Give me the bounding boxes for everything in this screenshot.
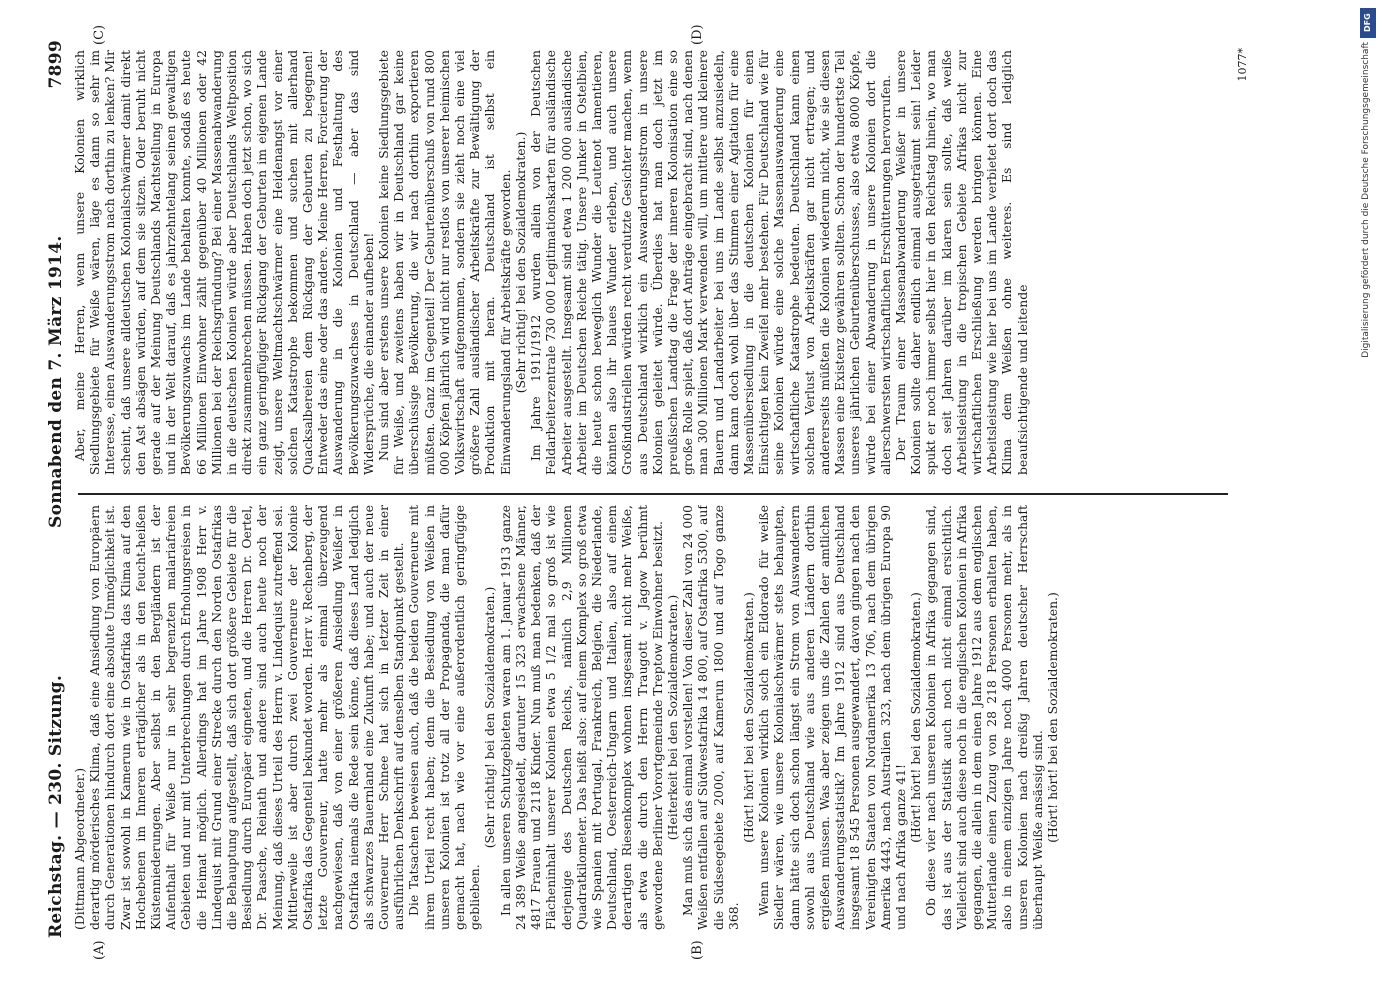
right-column [72,50,1237,475]
paragraph: Nun sind aber erstens unsere Kolonien keine Siedlungsgebiete für Weiße, und zweitens haben wir in Deutschland gar keine überschüssige Bevölkerung, die wir nach dorthin exportieren müßten. Ganz im Gegenteil! Der Geburtenüberschuß von rund 800 000 Köpfen jährlich wird nicht nur restlos von unserer heimischen Volkswirtschaft aufgenommen, sondern sie zieht noch eine viel größere Zahl ausländischer Arbeitskräfte zur Bewältigung der Produktion mit heran. Deutschland ist selbst ein Einwanderungsland für Arbeitskräfte geworden. [376,50,513,475]
paragraph: Aber, meine Herren, wenn unsere Kolonien wirklich Siedlungsgebiete für Weiße wären, läge es dann so sehr im Interesse, einen Auswanderungsstrom nach dorthin zu lenken? Mir scheint, daß unsere alldeutschen Kolonialschwärmer damit direkt den Ast absägen würden, auf dem sie sitzen. Oder beruht nicht gerade auf der Meinung Deutschlands Machtstellung in Europa und in der Welt darauf, daß es jahrzehntelang seinen gewaltigen Bevölkerungszuwachs im Lande behalten konnte, sodaß es heute 66 Millionen Einwohner zählt gegenüber 40 Millionen oder 42 Millionen bei der Reichsgründung? Bei einer Massenabwanderung in die deutschen Kolonien würde aber Deutschlands Weltposition direkt zusammenbrechen müssen. Haben doch jetzt schon, wo sich ein ganz geringfügiger Rückgang der Geburten im eigenen Lande zeigt, unsere Weltmachtschwärmer eine Heidenangst vor einer solchen Katastrophe bekommen und suchen mit allerhand Quacksalbereien dem Rückgang der Geburten zu begegnen! Entweder das eine oder das andere. Meine Herren, Forcierung der Auswanderung in die Kolonien und Festhaltung des Bevölkerungszuwachses in Deutschland — aber das sind Widersprüche, die einander aufheben! [72,50,376,475]
margin-marker-d: (D) [690,24,705,45]
interjection: (Hört! hört! bei den Sozialdemokraten.) [1045,592,1060,843]
header-left: Reichstag. — 230. Sitzung. [46,674,66,938]
digitization-credit-strip [1355,0,1383,1000]
interjection: (Hört! hört! bei den Sozialdemokraten.) [740,592,756,843]
paragraph: Wenn unsere Kolonien wirklich solch ein Eldorado für weiße Siedler wären, wie unsere Kolonialschwärmer stets behaupten, dann hätte sich doch schon längst ein Strom von Auswanderern sowohl aus Deutschland wie aus anderen Ländern dorthin ergießen müssen. Was aber zeigen uns die Zahlen der amtlichen Auswanderungsstatistik? Im Jahre 1912 sind aus Deutschland insgesamt 18 545 Personen ausgewandert, davon gingen nach den Vereinigten Staaten von Nordamerika 13 706, nach dem übrigen Amerika 4443, nach Australien 323, nach dem übrigen Europa 90 und nach Afrika ganze 41! [756,505,908,930]
page-footnote: 1077* [1236,48,1249,82]
margin-marker-a: (A) [92,940,107,960]
interjection: (Heiterkeit bei den Sozialdemokraten.) [664,594,680,841]
paragraph: derartig mörderisches Klima, daß eine Ansiedlung von Europäern durch Generationen hindurch dort eine absolute Unmöglichkeit ist. Zwar ist sowohl in Kamerun wie in Ostafrika das Klima auf den Hochebenen im Inneren erträglicher als in den feucht-heißen Küstenniederungen. Aber selbst in den Bergländern ist der Aufenthalt für Weiße nur in sehr begrenzten malariafreien Gebieten und nur mit Unterbrechungen durch Erholungsreisen in die Heimat möglich. Allerdings hat im Jahre 1908 Herr v. Lindequist mit Grund einer Strecke durch den Norden Ostafrikas die Behauptung aufgestellt, daß sich dort größere Gebiete für die Besiedlung durch Europäer eigneten, und die Herren Dr. Oertel, Dr. Paasche, Reinath und andere sind auch heute noch der Meinung, daß dieses Urteil des Herrn v. Lindequist zutreffend sei. Mittlerweile ist aber durch zwei Gouverneure der Kolonie Ostafrika das Gegenteil bekundet worden. Herr v. Rechenberg, der letzte Gouverneur, hatte mehr als einmal überzeugend nachgewiesen, daß von einer größeren Ansiedlung Weißer in Ostafrika niemals die Rede sein könne, daß dieses Land lediglich als schwarzes Bauernland eine Zukunft habe; und auch der neue Gouverneur Herr Schnee hat sich in letzter Zeit in einer ausführlichen Denkschrift auf denselben Standpunkt gestellt. [87,505,407,930]
paragraph: Im Jahre 1911/1912 wurden allein von der Deutschen Feldarbeiterzentrale 730 000 Legitimationskarten für ausländische Arbeiter ausgestellt. Insgesamt sind etwa 1 200 000 ausländische Arbeiter im Deutschen Reiche tätig. Unsere Junker in Ostelbien, die heute schon beweglich Wunder die Leutenot lamentieren, könnten also ihr blaues Wunder erleben, und auch unsere Großindustriellen würden recht verdutzte Gesichter machen, wenn aus Deutschland wirklich ein Auswanderungsstrom in unsere Kolonien geleitet würde. Überdies hat man doch jetzt im preußischen Landtag die Frage der inneren Kolonisation eine so große Rolle spielt, daß dort Anträge eingebracht sind, nach denen man 300 Millionen Mark verwenden will, um mittlere und kleinere Bauern und Landarbeiter bei uns im Lande selbst anzusiedeln, dann kann doch wohl über das Stimmen einer Agitation für eine Massenübersiedlung in die deutschen Kolonien für einen Einsichtigen kein Zweifel mehr bestehen. Für Deutschland wie für seine Kolonien würde eine solche Massenauswanderung eine wirtschaftliche Katastrophe bedeuten. Deutschland kann einen solchen Verlust von Arbeitskräften gar nicht ertragen; und andererseits müßten die Kolonien wiederum nicht, wie sie diesen Massen eine Existenz gewähren sollten. Schon der hundertste Teil unseres jährlichen Geburtenüberschusses, also etwa 8000 Köpfe, würde bei einer Abwanderung in unsere Kolonien dort die allerschwersten wirtschaftlichen Erschütterungen hervorrufen. [528,50,893,475]
header-center: Sonnabend den 7. März 1914. [46,235,66,528]
interjection: (Hört! hört! bei den Sozialdemokraten.) [908,592,924,843]
speaker-note: (Dittmann Abgeordneter.) [72,767,87,930]
digitization-credit: Digitalisierung gefördert durch die Deutsche Forschungsgemeinschaft [1361,42,1371,358]
column-divider [78,494,1228,496]
paragraph: Der Traum einer Massenabwanderung Weißer in unsere Kolonien sollte daher endlich einmal ausgeträumt sein! Leider spukt er noch immer selbst hier in den Reichstag hinein, wo man doch seit Jahren darüber im klaren sein sollte, daß weiße Arbeitsleistung in die tropischen Gebiete Afrikas nicht zur wirtschaftlichen Erschließung werden bringen können. Eine Arbeitsleistung wie hier bei uns im Lande verbietet dort doch das Klima dem Weißen ohne weiteres. Es sind lediglich beaufsichtigende und leitende [892,50,1030,475]
page-header [40,40,72,938]
left-column [72,505,1237,930]
paragraph: Die Tatsachen beweisen auch, daß die beiden Gouverneure mit ihrem Urteil recht haben; denn die Besiedlung von Weißen in unseren Kolonien ist trotz all der Propaganda, die man dafür gemacht hat, nach wie vor eine außerordentlich geringfügige geblieben. [406,505,483,930]
paragraph: In allen unseren Schutzgebieten waren am 1. Januar 1913 ganze 24 389 Weiße angesiedelt, darunter 15 323 erwachsene Männer, 4817 Frauen und 2118 Kinder. Nun muß man bedenken, daß der Flächeninhalt unserer Kolonien etwa 5 1/2 mal so groß ist wie derjenige des Deutschen Reichs, nämlich 2,9 Millionen Quadratkilometer. Das heißt also: auf einem Komplex so groß etwa wie Spanien mit Portugal, Frankreich, Belgien, die Niederlande, Deutschland, Oesterreich-Ungarn und Italien, also auf einem derartigen Riesenkomplex wohnen insgesamt nicht mehr Weiße, als etwa die durch den Herrn Traugott v. Jagow berühmt gewordene Berliner Vorortgemeinde Treptow Einwohner besitzt. [497,505,665,930]
dfg-logo: DFG [1360,8,1376,38]
margin-marker-c: (C) [92,24,107,45]
interjection: (Sehr richtig! bei den Sozialdemokraten.) [512,131,528,394]
margin-marker-b: (B) [690,940,705,960]
page-number: 7899 [46,40,66,89]
paragraph: Ob diese vier nach unseren Kolonien in Afrika gegangen sind, das ist aus der Statistik auch noch nicht einmal ersichtlich. Vielleicht sind auch diese noch in die englischen Kolonien in Afrika gegangen, die allein in dem einen Jahre 1912 aus dem englischen Mutterlande einen Zuzug von 28 218 Personen erhalten haben, also in einem einzigen Jahre noch 4000 Personen mehr, als in unseren Kolonien nach dreißig Jahren deutscher Herrschaft überhaupt Weiße ansässig sind. [923,505,1045,930]
interjection: (Sehr richtig! bei den Sozialdemokraten.) [482,586,498,849]
paragraph: Man muß sich das einmal vorstellen! Von dieser Zahl von 24 000 Weißen entfallen auf Südwestafrika 14 800, auf Ostafrika 5300, auf die Südseegebiete 2000, auf Kamerun 1800 und auf Togo ganze 368. [680,505,741,930]
